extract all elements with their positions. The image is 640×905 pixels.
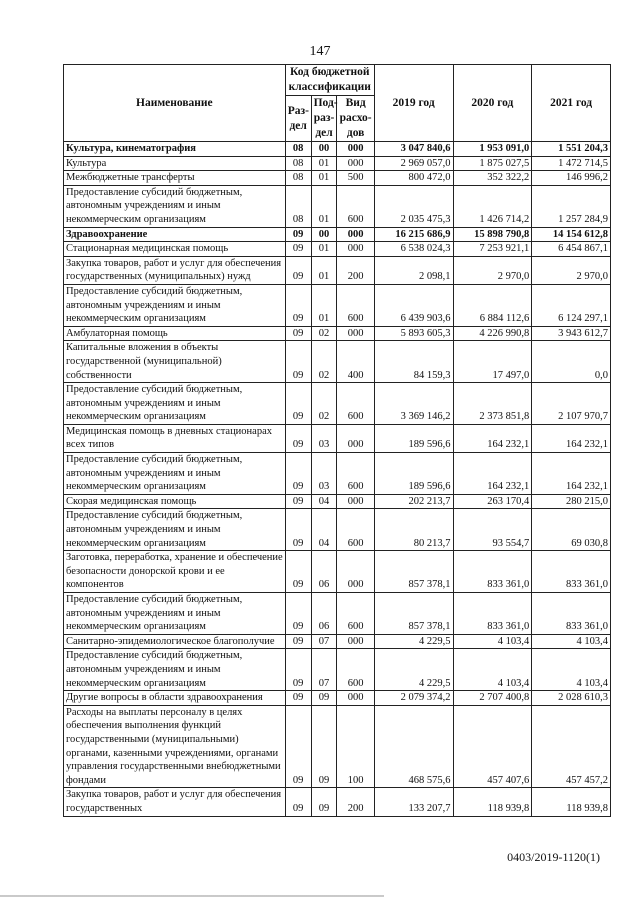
row-razdel: 08 <box>285 185 311 227</box>
row-value-2021: 457 457,2 <box>532 705 611 788</box>
row-vid: 000 <box>337 156 374 171</box>
row-name: Предоставление субсидий бюджетным, автономным учреждениям и иным некоммерческим организациям <box>64 453 286 495</box>
table-row <box>64 453 611 495</box>
row-name: Медицинская помощь в дневных стационарах всех типов <box>64 424 286 452</box>
row-podrazdel: 00 <box>311 227 337 242</box>
row-value-2020: 2 707 400,8 <box>453 691 532 706</box>
row-value-2019: 189 596,6 <box>374 424 453 452</box>
table-row <box>64 705 611 788</box>
row-value-2019: 80 213,7 <box>374 509 453 551</box>
row-razdel: 09 <box>285 788 311 816</box>
row-razdel: 09 <box>285 453 311 495</box>
row-value-2021: 4 103,4 <box>532 634 611 649</box>
row-vid: 000 <box>337 142 374 157</box>
row-value-2020: 2 970,0 <box>453 256 532 284</box>
table-row <box>64 227 611 242</box>
row-value-2021: 146 996,2 <box>532 171 611 186</box>
table-row <box>64 383 611 425</box>
row-podrazdel: 01 <box>311 242 337 257</box>
bottom-rule <box>0 895 640 897</box>
row-value-2019: 6 538 024,3 <box>374 242 453 257</box>
row-razdel: 09 <box>285 383 311 425</box>
row-name: Расходы на выплаты персоналу в целях обеспечения выполнения функций государственными (муниципальными) органами, казенными учреждениями, органами управления государственными внебюджетными фондами <box>64 705 286 788</box>
table-row <box>64 326 611 341</box>
row-value-2021: 1 551 204,3 <box>532 142 611 157</box>
row-value-2020: 2 373 851,8 <box>453 383 532 425</box>
row-razdel: 09 <box>285 227 311 242</box>
header-razdel: Раз- дел <box>285 96 311 142</box>
row-vid: 000 <box>337 424 374 452</box>
row-value-2020: 4 226 990,8 <box>453 326 532 341</box>
row-podrazdel: 02 <box>311 383 337 425</box>
row-name: Культура <box>64 156 286 171</box>
header-vid: Вид расхо- дов <box>337 96 374 142</box>
row-vid: 000 <box>337 691 374 706</box>
table-row <box>64 494 611 509</box>
row-vid: 500 <box>337 171 374 186</box>
row-razdel: 09 <box>285 634 311 649</box>
table-row <box>64 551 611 593</box>
table-row <box>64 185 611 227</box>
row-value-2020: 457 407,6 <box>453 705 532 788</box>
row-name: Предоставление субсидий бюджетным, автономным учреждениям и иным некоммерческим организациям <box>64 383 286 425</box>
row-name: Межбюджетные трансферты <box>64 171 286 186</box>
row-name: Предоставление субсидий бюджетным, автономным учреждениям и иным некоммерческим организациям <box>64 284 286 326</box>
row-value-2019: 468 575,6 <box>374 705 453 788</box>
row-value-2019: 857 378,1 <box>374 551 453 593</box>
header-name: Наименование <box>64 65 286 142</box>
row-value-2020: 93 554,7 <box>453 509 532 551</box>
row-value-2020: 1 426 714,2 <box>453 185 532 227</box>
row-vid: 000 <box>337 551 374 593</box>
row-value-2020: 164 232,1 <box>453 453 532 495</box>
row-vid: 000 <box>337 227 374 242</box>
row-value-2019: 16 215 686,9 <box>374 227 453 242</box>
row-razdel: 09 <box>285 691 311 706</box>
table-body <box>64 142 611 817</box>
row-value-2020: 15 898 790,8 <box>453 227 532 242</box>
header-year-2019: 2019 год <box>374 65 453 142</box>
row-value-2021: 3 943 612,7 <box>532 326 611 341</box>
table-row <box>64 242 611 257</box>
row-value-2019: 2 035 475,3 <box>374 185 453 227</box>
table-row <box>64 156 611 171</box>
row-razdel: 09 <box>285 649 311 691</box>
row-name: Предоставление субсидий бюджетным, автономным учреждениям и иным некоммерческим организациям <box>64 185 286 227</box>
row-vid: 600 <box>337 383 374 425</box>
row-podrazdel: 06 <box>311 593 337 635</box>
row-value-2019: 2 079 374,2 <box>374 691 453 706</box>
row-name: Предоставление субсидий бюджетным, автономным учреждениям и иным некоммерческим организациям <box>64 593 286 635</box>
table-row <box>64 256 611 284</box>
row-value-2021: 2 107 970,7 <box>532 383 611 425</box>
row-razdel: 09 <box>285 509 311 551</box>
row-value-2019: 4 229,5 <box>374 649 453 691</box>
row-razdel: 09 <box>285 341 311 383</box>
row-podrazdel: 04 <box>311 494 337 509</box>
row-value-2019: 84 159,3 <box>374 341 453 383</box>
row-value-2019: 4 229,5 <box>374 634 453 649</box>
row-name: Здравоохранение <box>64 227 286 242</box>
row-podrazdel: 02 <box>311 326 337 341</box>
row-podrazdel: 03 <box>311 424 337 452</box>
row-value-2020: 4 103,4 <box>453 649 532 691</box>
row-value-2019: 133 207,7 <box>374 788 453 816</box>
page-number: 147 <box>309 44 331 59</box>
row-podrazdel: 09 <box>311 705 337 788</box>
row-vid: 000 <box>337 242 374 257</box>
row-vid: 400 <box>337 341 374 383</box>
row-value-2019: 5 893 605,3 <box>374 326 453 341</box>
row-value-2019: 3 047 840,6 <box>374 142 453 157</box>
row-name: Другие вопросы в области здравоохранения <box>64 691 286 706</box>
row-razdel: 08 <box>285 156 311 171</box>
row-vid: 600 <box>337 284 374 326</box>
row-value-2019: 202 213,7 <box>374 494 453 509</box>
table-row <box>64 341 611 383</box>
row-name: Санитарно-эпидемиологическое благополучие <box>64 634 286 649</box>
header-code-group: Код бюджетной классификации <box>285 65 374 96</box>
header-podrazdel: Под- раз- дел <box>311 96 337 142</box>
row-value-2020: 352 322,2 <box>453 171 532 186</box>
row-vid: 600 <box>337 509 374 551</box>
row-value-2021: 69 030,8 <box>532 509 611 551</box>
row-vid: 600 <box>337 593 374 635</box>
header-year-2020: 2020 год <box>453 65 532 142</box>
row-podrazdel: 01 <box>311 284 337 326</box>
row-value-2021: 4 103,4 <box>532 649 611 691</box>
table-row <box>64 509 611 551</box>
row-value-2020: 833 361,0 <box>453 593 532 635</box>
row-name: Скорая медицинская помощь <box>64 494 286 509</box>
row-name: Закупка товаров, работ и услуг для обеспечения государственных <box>64 788 286 816</box>
row-value-2019: 6 439 903,6 <box>374 284 453 326</box>
row-name: Капитальные вложения в объекты государственной (муниципальной) собственности <box>64 341 286 383</box>
table-row <box>64 284 611 326</box>
row-razdel: 09 <box>285 256 311 284</box>
row-value-2021: 833 361,0 <box>532 593 611 635</box>
row-podrazdel: 00 <box>311 142 337 157</box>
row-vid: 600 <box>337 453 374 495</box>
row-razdel: 09 <box>285 551 311 593</box>
row-value-2019: 2 098,1 <box>374 256 453 284</box>
row-value-2020: 7 253 921,1 <box>453 242 532 257</box>
row-razdel: 08 <box>285 142 311 157</box>
row-vid: 000 <box>337 494 374 509</box>
table-row <box>64 691 611 706</box>
row-name: Предоставление субсидий бюджетным, автономным учреждениям и иным некоммерческим организациям <box>64 509 286 551</box>
row-vid: 000 <box>337 634 374 649</box>
row-value-2019: 189 596,6 <box>374 453 453 495</box>
header-year-2021: 2021 год <box>532 65 611 142</box>
row-vid: 000 <box>337 326 374 341</box>
row-razdel: 09 <box>285 593 311 635</box>
table-row <box>64 171 611 186</box>
table-row <box>64 142 611 157</box>
row-value-2020: 263 170,4 <box>453 494 532 509</box>
row-podrazdel: 06 <box>311 551 337 593</box>
row-vid: 200 <box>337 788 374 816</box>
row-podrazdel: 01 <box>311 156 337 171</box>
row-podrazdel: 01 <box>311 171 337 186</box>
table-header <box>64 65 611 142</box>
row-razdel: 09 <box>285 242 311 257</box>
table-row <box>64 649 611 691</box>
row-value-2020: 6 884 112,6 <box>453 284 532 326</box>
row-podrazdel: 09 <box>311 691 337 706</box>
row-podrazdel: 01 <box>311 185 337 227</box>
row-value-2020: 833 361,0 <box>453 551 532 593</box>
row-value-2019: 3 369 146,2 <box>374 383 453 425</box>
row-name: Предоставление субсидий бюджетным, автономным учреждениям и иным некоммерческим организациям <box>64 649 286 691</box>
row-name: Заготовка, переработка, хранение и обеспечение безопасности донорской крови и ее компонентов <box>64 551 286 593</box>
row-razdel: 09 <box>285 424 311 452</box>
row-value-2020: 164 232,1 <box>453 424 532 452</box>
row-value-2021: 164 232,1 <box>532 453 611 495</box>
row-razdel: 09 <box>285 326 311 341</box>
row-name: Амбулаторная помощь <box>64 326 286 341</box>
row-razdel: 09 <box>285 284 311 326</box>
row-value-2021: 14 154 612,8 <box>532 227 611 242</box>
row-podrazdel: 09 <box>311 788 337 816</box>
table-row <box>64 788 611 816</box>
row-podrazdel: 04 <box>311 509 337 551</box>
row-podrazdel: 03 <box>311 453 337 495</box>
row-value-2021: 0,0 <box>532 341 611 383</box>
row-value-2019: 857 378,1 <box>374 593 453 635</box>
row-podrazdel: 02 <box>311 341 337 383</box>
row-razdel: 09 <box>285 494 311 509</box>
row-value-2021: 2 028 610,3 <box>532 691 611 706</box>
row-value-2021: 1 257 284,9 <box>532 185 611 227</box>
row-value-2020: 4 103,4 <box>453 634 532 649</box>
row-podrazdel: 07 <box>311 649 337 691</box>
row-value-2021: 6 454 867,1 <box>532 242 611 257</box>
row-razdel: 08 <box>285 171 311 186</box>
row-value-2020: 1 953 091,0 <box>453 142 532 157</box>
row-value-2021: 280 215,0 <box>532 494 611 509</box>
row-value-2021: 6 124 297,1 <box>532 284 611 326</box>
row-podrazdel: 01 <box>311 256 337 284</box>
table-row <box>64 424 611 452</box>
row-value-2021: 164 232,1 <box>532 424 611 452</box>
row-value-2019: 2 969 057,0 <box>374 156 453 171</box>
row-value-2021: 833 361,0 <box>532 551 611 593</box>
row-value-2021: 1 472 714,5 <box>532 156 611 171</box>
row-vid: 600 <box>337 185 374 227</box>
row-value-2020: 1 875 027,5 <box>453 156 532 171</box>
row-vid: 100 <box>337 705 374 788</box>
row-value-2020: 118 939,8 <box>453 788 532 816</box>
document-code: 0403/2019-1120(1) <box>507 850 600 864</box>
row-vid: 600 <box>337 649 374 691</box>
row-vid: 200 <box>337 256 374 284</box>
row-razdel: 09 <box>285 705 311 788</box>
row-podrazdel: 07 <box>311 634 337 649</box>
row-value-2021: 2 970,0 <box>532 256 611 284</box>
row-name: Культура, кинематография <box>64 142 286 157</box>
budget-table <box>63 64 611 817</box>
table-row <box>64 593 611 635</box>
row-name: Стационарная медицинская помощь <box>64 242 286 257</box>
row-value-2021: 118 939,8 <box>532 788 611 816</box>
row-name: Закупка товаров, работ и услуг для обеспечения государственных (муниципальных) нужд <box>64 256 286 284</box>
row-value-2020: 17 497,0 <box>453 341 532 383</box>
table-row <box>64 634 611 649</box>
row-value-2019: 800 472,0 <box>374 171 453 186</box>
